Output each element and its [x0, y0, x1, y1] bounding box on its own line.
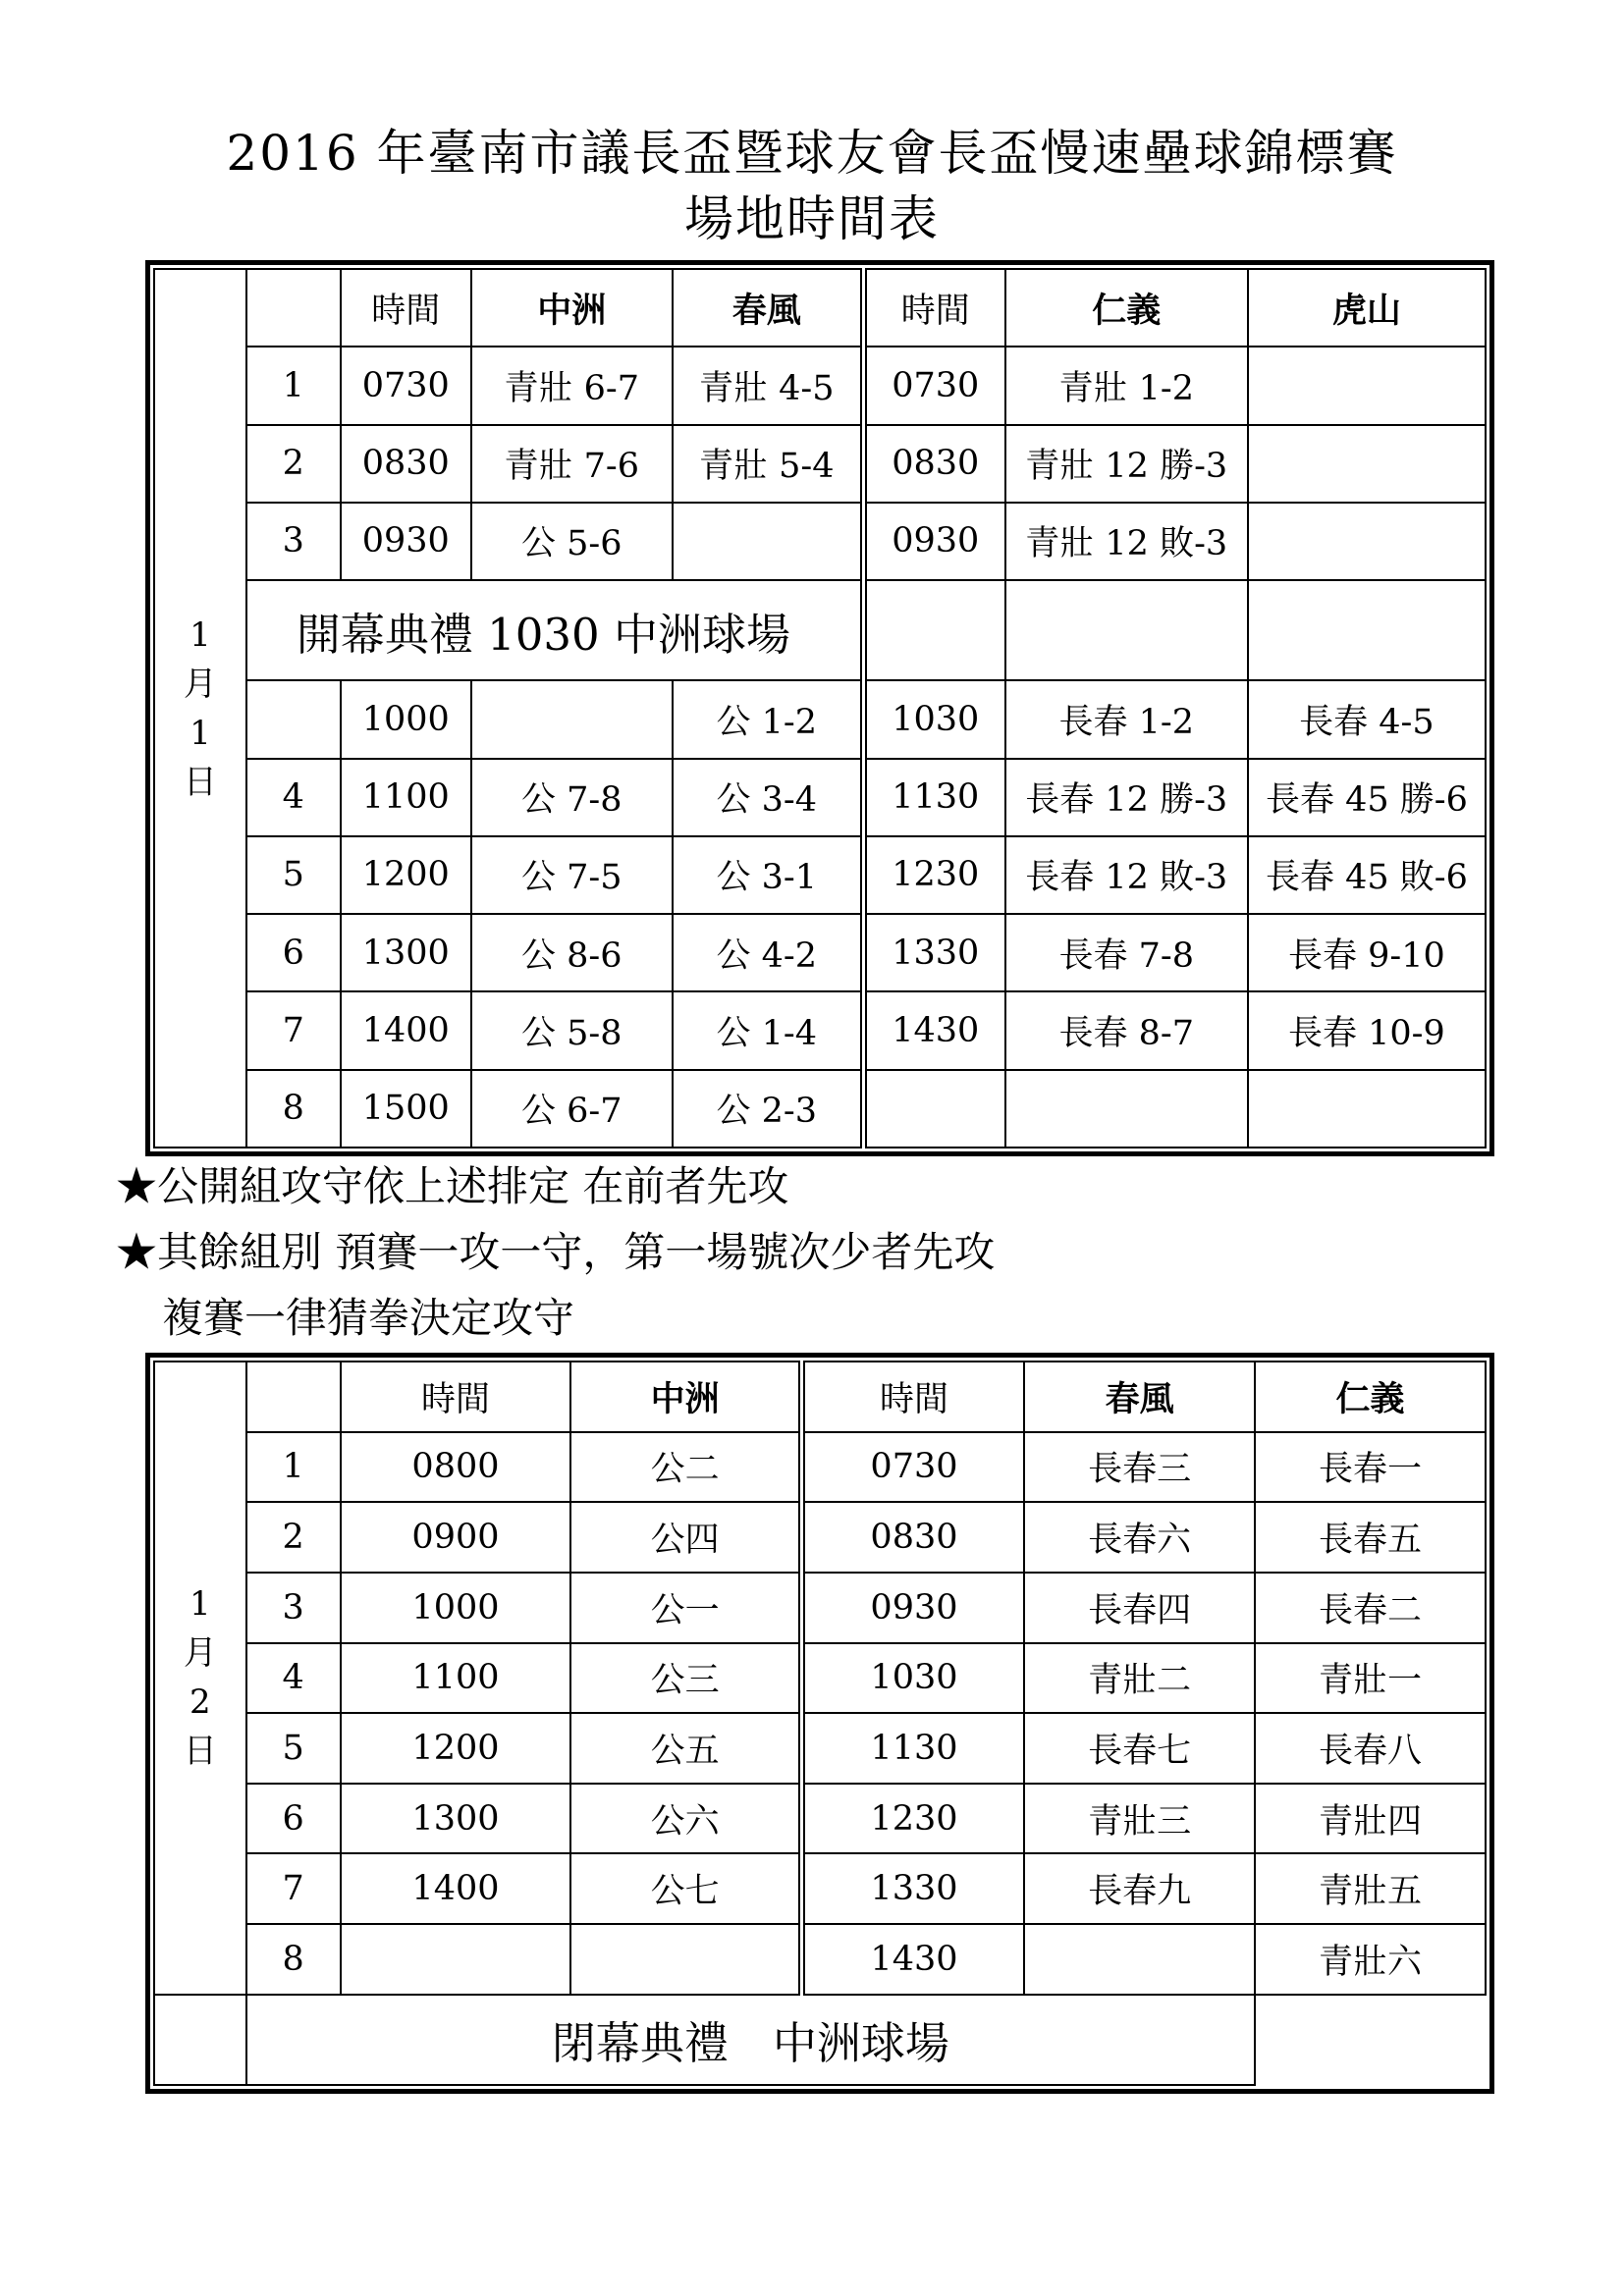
- game-number: 6: [246, 914, 341, 991]
- matchup-zhongzhou: 公 6-7: [471, 1070, 673, 1148]
- game-number: 7: [246, 1853, 341, 1924]
- matchup-chunfeng: 長春七: [1024, 1713, 1255, 1784]
- header-time: 時間: [341, 1362, 571, 1432]
- schedule-grid-jan1: [153, 268, 1487, 1148]
- game-number: 2: [246, 425, 341, 503]
- matchup-renyi: 長春 12 勝-3: [1005, 759, 1248, 836]
- time2-cell: 1430: [801, 1924, 1024, 1995]
- matchup-zhongzhou: [570, 1924, 801, 1995]
- time-cell: 0830: [341, 425, 471, 503]
- header-time2: 時間: [863, 269, 1004, 347]
- time2-cell: 0930: [863, 503, 1004, 580]
- closing-ceremony: 閉幕典禮 中洲球場: [246, 1995, 1255, 2085]
- table-row: [154, 1713, 1486, 1784]
- matchup-renyi: 長春八: [1255, 1713, 1486, 1784]
- matchup-zhongzhou: 青壯 7-6: [471, 425, 673, 503]
- matchup-zhongzhou: 公二: [570, 1432, 801, 1503]
- matchup-chunfeng: 青壯 5-4: [673, 425, 864, 503]
- header-field-zhongzhou: 中洲: [570, 1362, 801, 1432]
- matchup-hushan: 長春 9-10: [1248, 914, 1486, 991]
- note-public-group: ★公開組攻守依上述排定 在前者先攻: [116, 1162, 789, 1210]
- table-row: [154, 680, 1486, 758]
- matchup-zhongzhou: 公一: [570, 1573, 801, 1643]
- table-row: [154, 914, 1486, 991]
- matchup-chunfeng: 長春九: [1024, 1853, 1255, 1924]
- matchup-renyi: 長春 7-8: [1005, 914, 1248, 991]
- game-number: 6: [246, 1784, 341, 1854]
- table-row: [154, 836, 1486, 914]
- matchup-renyi: 長春 8-7: [1005, 991, 1248, 1069]
- header-field-zhongzhou: 中洲: [471, 269, 673, 347]
- day-label: 1 月 1 日: [154, 269, 246, 1148]
- header-field-hushan: 虎山: [1248, 269, 1486, 347]
- time2-cell: [863, 1070, 1004, 1148]
- matchup-renyi: 青壯一: [1255, 1643, 1486, 1714]
- matchup-renyi: 長春二: [1255, 1573, 1486, 1643]
- closing-ceremony-row: [154, 1995, 1486, 2085]
- matchup-renyi: 青壯 1-2: [1005, 347, 1248, 424]
- opening-ceremony-row: [154, 580, 1486, 680]
- game-number: 4: [246, 759, 341, 836]
- empty-cell: [154, 1995, 246, 2085]
- table-row: [154, 425, 1486, 503]
- game-number: 1: [246, 347, 341, 424]
- table-row: [154, 759, 1486, 836]
- empty-cell: [1005, 580, 1248, 680]
- game-number: [246, 680, 341, 758]
- time2-cell: 0730: [801, 1432, 1024, 1503]
- table-row: [154, 503, 1486, 580]
- game-number: 5: [246, 836, 341, 914]
- table-row: [154, 1924, 1486, 1995]
- matchup-zhongzhou: [471, 680, 673, 758]
- matchup-renyi: 青壯六: [1255, 1924, 1486, 1995]
- matchup-chunfeng: 公 2-3: [673, 1070, 864, 1148]
- matchup-zhongzhou: 公 5-8: [471, 991, 673, 1069]
- header-time: 時間: [341, 269, 471, 347]
- time-cell: 1400: [341, 991, 471, 1069]
- matchup-renyi: 青壯 12 勝-3: [1005, 425, 1248, 503]
- opening-ceremony: 開幕典禮 1030 中洲球場: [246, 580, 864, 680]
- matchup-zhongzhou: 青壯 6-7: [471, 347, 673, 424]
- time-cell: 1300: [341, 1784, 571, 1854]
- matchup-hushan: 長春 10-9: [1248, 991, 1486, 1069]
- header-field-chunfeng: 春風: [673, 269, 864, 347]
- table-row: [154, 1573, 1486, 1643]
- header-field-chunfeng: 春風: [1024, 1362, 1255, 1432]
- time-cell: [341, 1924, 571, 1995]
- time2-cell: 1030: [801, 1643, 1024, 1714]
- time2-cell: 1230: [801, 1784, 1024, 1854]
- time2-cell: 1330: [801, 1853, 1024, 1924]
- schedule-table-jan1: [145, 260, 1494, 1156]
- matchup-hushan: [1248, 503, 1486, 580]
- time2-cell: 1230: [863, 836, 1004, 914]
- matchup-chunfeng: 青壯二: [1024, 1643, 1255, 1714]
- time-cell: 0930: [341, 503, 471, 580]
- header-no: [246, 1362, 341, 1432]
- table-row: [154, 1784, 1486, 1854]
- table-row: [154, 1502, 1486, 1573]
- time-cell: 0730: [341, 347, 471, 424]
- game-number: 3: [246, 1573, 341, 1643]
- empty-cell: [1248, 580, 1486, 680]
- day-label: 1 月 2 日: [154, 1362, 246, 1995]
- time-cell: 1200: [341, 1713, 571, 1784]
- header-no: [246, 269, 341, 347]
- matchup-hushan: [1248, 347, 1486, 424]
- time-cell: 1000: [341, 1573, 571, 1643]
- header-time2: 時間: [801, 1362, 1024, 1432]
- matchup-zhongzhou: 公七: [570, 1853, 801, 1924]
- time-cell: 0900: [341, 1502, 571, 1573]
- matchup-hushan: 長春 45 勝-6: [1248, 759, 1486, 836]
- time2-cell: 1430: [863, 991, 1004, 1069]
- matchup-hushan: [1248, 425, 1486, 503]
- header-row: [154, 269, 1486, 347]
- page-title: 2016 年臺南市議長盃暨球友會長盃慢速壘球錦標賽: [226, 125, 1398, 182]
- matchup-renyi: 青壯四: [1255, 1784, 1486, 1854]
- game-number: 8: [246, 1924, 341, 1995]
- matchup-chunfeng: 長春三: [1024, 1432, 1255, 1503]
- game-number: 7: [246, 991, 341, 1069]
- time-cell: 0800: [341, 1432, 571, 1503]
- matchup-renyi: 長春五: [1255, 1502, 1486, 1573]
- time-cell: 1000: [341, 680, 471, 758]
- matchup-zhongzhou: 公三: [570, 1643, 801, 1714]
- matchup-hushan: 長春 45 敗-6: [1248, 836, 1486, 914]
- time2-cell: 1130: [863, 759, 1004, 836]
- header-row: [154, 1362, 1486, 1432]
- matchup-zhongzhou: 公六: [570, 1784, 801, 1854]
- time-cell: 1100: [341, 759, 471, 836]
- schedule-grid-jan2: [153, 1361, 1487, 2086]
- time-cell: 1400: [341, 1853, 571, 1924]
- matchup-chunfeng: 長春四: [1024, 1573, 1255, 1643]
- matchup-chunfeng: 長春六: [1024, 1502, 1255, 1573]
- time2-cell: 1330: [863, 914, 1004, 991]
- matchup-zhongzhou: 公 7-5: [471, 836, 673, 914]
- time-cell: 1200: [341, 836, 471, 914]
- matchup-zhongzhou: 公 8-6: [471, 914, 673, 991]
- matchup-zhongzhou: 公 5-6: [471, 503, 673, 580]
- matchup-chunfeng: 公 1-4: [673, 991, 864, 1069]
- matchup-renyi: 青壯 12 敗-3: [1005, 503, 1248, 580]
- page-subtitle: 場地時間表: [684, 190, 940, 247]
- game-number: 4: [246, 1643, 341, 1714]
- time2-cell: 0930: [801, 1573, 1024, 1643]
- time2-cell: 0830: [801, 1502, 1024, 1573]
- game-number: 3: [246, 503, 341, 580]
- time2-cell: 1130: [801, 1713, 1024, 1784]
- table-row: [154, 347, 1486, 424]
- matchup-zhongzhou: 公四: [570, 1502, 801, 1573]
- matchup-renyi: 長春 1-2: [1005, 680, 1248, 758]
- time2-cell: 0830: [863, 425, 1004, 503]
- game-number: 8: [246, 1070, 341, 1148]
- table-row: [154, 1070, 1486, 1148]
- matchup-chunfeng: 青壯三: [1024, 1784, 1255, 1854]
- matchup-renyi: 長春一: [1255, 1432, 1486, 1503]
- time2-cell: 1030: [863, 680, 1004, 758]
- matchup-chunfeng: 公 3-1: [673, 836, 864, 914]
- header-field-renyi: 仁義: [1005, 269, 1248, 347]
- matchup-hushan: [1248, 1070, 1486, 1148]
- matchup-chunfeng: 公 3-4: [673, 759, 864, 836]
- time-cell: 1500: [341, 1070, 471, 1148]
- time2-cell: 0730: [863, 347, 1004, 424]
- header-field-renyi: 仁義: [1255, 1362, 1486, 1432]
- note-playoffs: 複賽一律猜拳決定攻守: [162, 1294, 575, 1342]
- matchup-zhongzhou: 公五: [570, 1713, 801, 1784]
- table-row: [154, 1853, 1486, 1924]
- game-number: 1: [246, 1432, 341, 1503]
- matchup-chunfeng: 公 1-2: [673, 680, 864, 758]
- game-number: 2: [246, 1502, 341, 1573]
- matchup-chunfeng: [1024, 1924, 1255, 1995]
- time-cell: 1300: [341, 914, 471, 991]
- table-row: [154, 1643, 1486, 1714]
- matchup-chunfeng: 公 4-2: [673, 914, 864, 991]
- table-row: [154, 991, 1486, 1069]
- matchup-chunfeng: [673, 503, 864, 580]
- empty-cell: [863, 580, 1004, 680]
- game-number: 5: [246, 1713, 341, 1784]
- matchup-chunfeng: 青壯 4-5: [673, 347, 864, 424]
- matchup-renyi: 青壯五: [1255, 1853, 1486, 1924]
- schedule-table-jan2: [145, 1353, 1494, 2094]
- matchup-zhongzhou: 公 7-8: [471, 759, 673, 836]
- note-other-groups: ★其餘組別 預賽一攻一守，第一場號次少者先攻: [116, 1228, 996, 1276]
- table-row: [154, 1432, 1486, 1503]
- matchup-renyi: [1005, 1070, 1248, 1148]
- matchup-hushan: 長春 4-5: [1248, 680, 1486, 758]
- time-cell: 1100: [341, 1643, 571, 1714]
- matchup-renyi: 長春 12 敗-3: [1005, 836, 1248, 914]
